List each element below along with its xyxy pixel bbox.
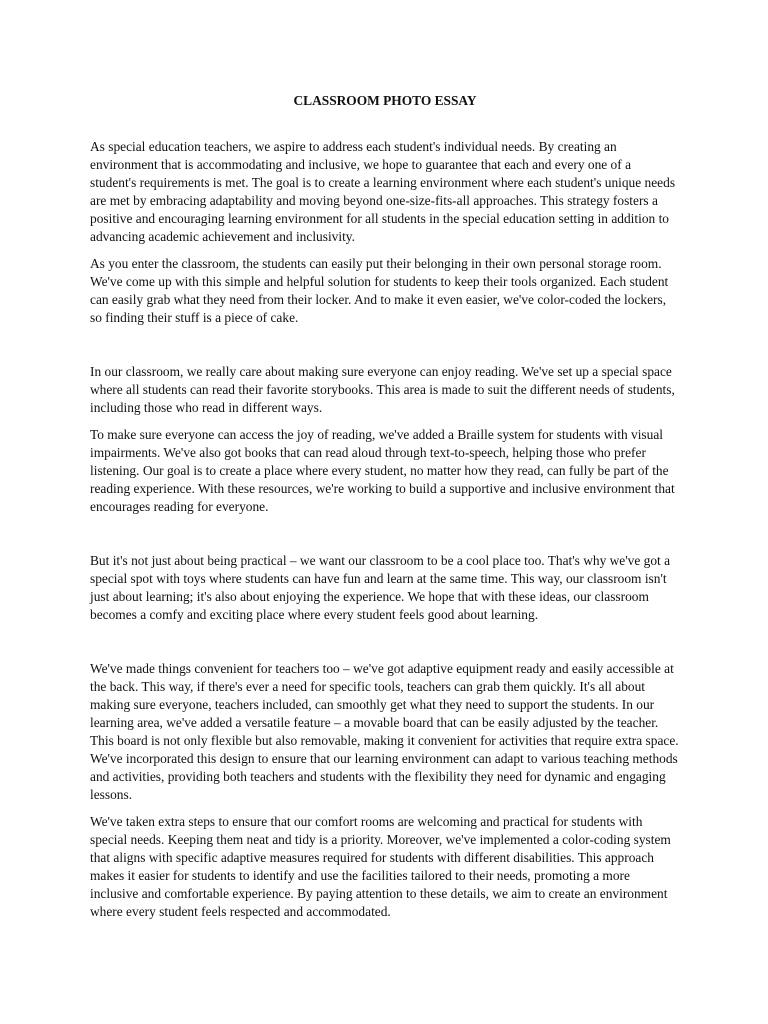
paragraph-storage-lockers: As you enter the classroom, the students can easily put their belonging in their own personal storage room. We've come up with this simple and helpful solution for students to keep their tools organized. Each student can easily grab what they need from their locker. And to make it even easier, we've color-coded the lockers, so finding their stuff is a piece of cake.: [90, 256, 669, 325]
document-title: CLASSROOM PHOTO ESSAY: [293, 93, 477, 108]
paragraph-introduction: As special education teachers, we aspire to address each student's individual needs. By creating an environment that is accommodating and inclusive, we hope to guarantee that each and every one of a student's requirements is met. The goal is to create a learning environment where each student's unique needs are met by embracing adaptability and moving beyond one-size-fits-all approaches. This strategy fosters a positive and encouraging learning environment for all students in the special education setting in addition to advancing academic achievement and inclusivity.: [90, 139, 676, 244]
paragraph-toy-spot: But it's not just about being practical – we want our classroom to be a cool place too. That's why we've got a special spot with toys where students can have fun and learn at the same time. This way, our classroom isn't just about learning; it's also about enjoying the experience. We hope that with these ideas, our classroom becomes a comfy and exciting place where every student feels good about learning.: [90, 553, 671, 622]
paragraph-teacher-equipment: We've made things convenient for teachers too – we've got adaptive equipment ready and easily accessible at the back. This way, if there's ever a need for specific tools, teachers can grab them quickly. It's all about making sure everyone, teachers included, can smoothly get what they need to support the students. In our learning area, we've added a versatile feature – a movable board that can be easily adjusted by the teacher. This board is not only flexible but also removable, making it convenient for activities that require extra space. We've incorporated this design to ensure that our learning environment can adapt to various teaching methods and activities, providing both teachers and students with the flexibility they need for dynamic and engaging lessons.: [90, 661, 679, 802]
document-body: [90, 92, 680, 921]
paragraph-comfort-rooms: We've taken extra steps to ensure that our comfort rooms are welcoming and practical for students with special needs. Keeping them neat and tidy is a priority. Moreover, we've implemented a color-coding system that aligns with specific adaptive measures required for students with different disabilities. This approach makes it easier for students to identify and use the facilities tailored to their needs, promoting a more inclusive and comfortable experience. By paying attention to these details, we aim to create an environment where every student feels respected and accommodated.: [90, 814, 671, 919]
paragraph-braille-accessibility: To make sure everyone can access the joy of reading, we've added a Braille system for students with visual impairments. We've also got books that can read aloud through text-to-speech, helping those who prefer listening. Our goal is to create a place where every student, no matter how they read, can fully be part of the reading experience. With these resources, we're working to build a supportive and inclusive environment that encourages reading for everyone.: [90, 427, 675, 514]
paragraph-reading-space: In our classroom, we really care about making sure everyone can enjoy reading. We've set up a special space where all students can read their favorite storybooks. This area is made to suit the different needs of students, including those who read in different ways.: [90, 364, 675, 415]
